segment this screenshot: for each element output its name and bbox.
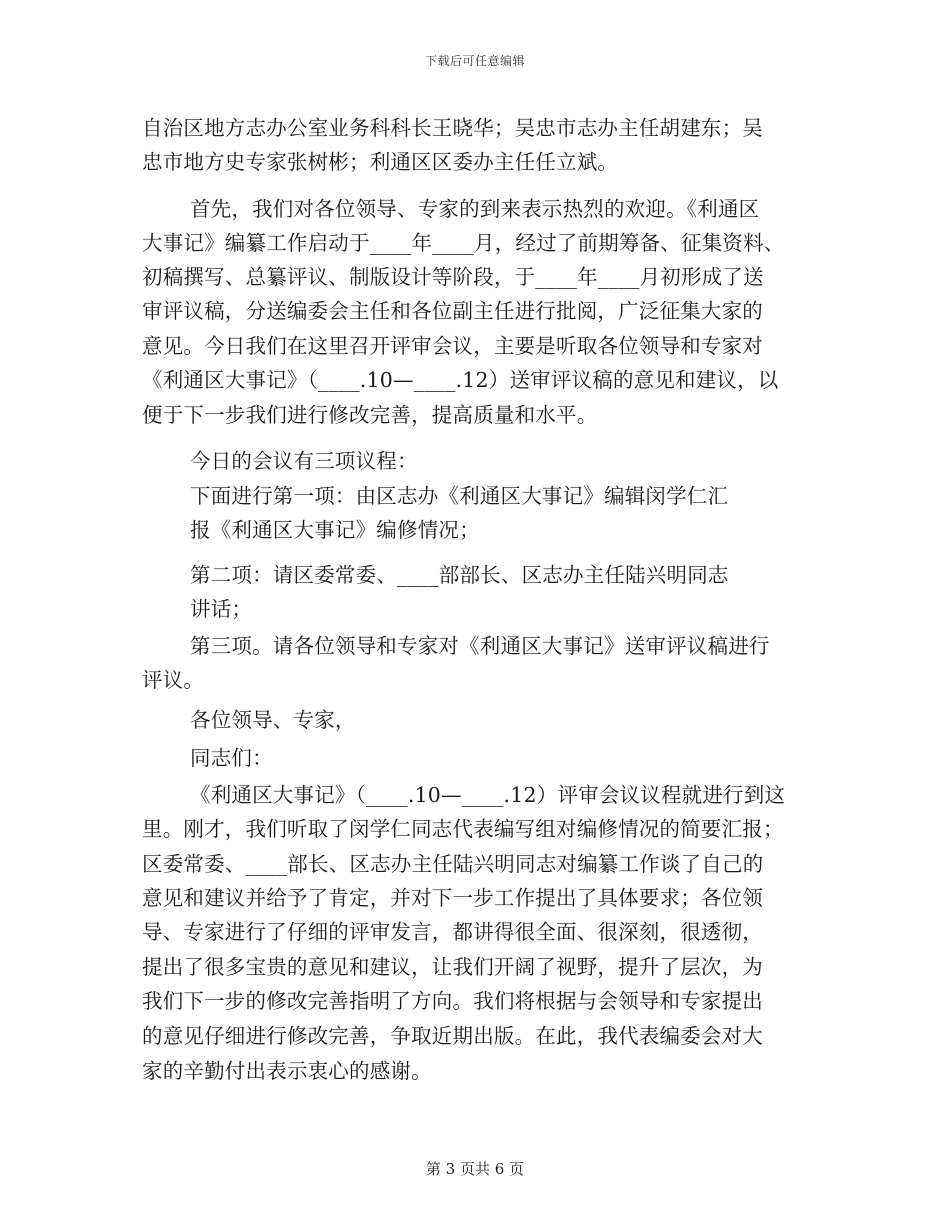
- text-line: 第二项：请区委常委、____部部长、区志办主任陆兴明同志: [190, 563, 729, 587]
- text-line: 今日的会议有三项议程：: [190, 449, 418, 473]
- text-line: 讲话；: [190, 597, 253, 621]
- text-line: 我们下一步的修改完善指明了方向。我们将根据与会领导和专家提出: [142, 989, 763, 1013]
- text-line: 各位领导、专家，: [190, 708, 356, 732]
- text-line: 下面进行第一项：由区志办《利通区大事记》编辑闵学仁汇: [190, 484, 729, 508]
- text-line: 同志们：: [190, 746, 273, 770]
- text-line: 意见。今日我们在这里召开评审会议，主要是听取各位领导和专家对: [142, 334, 763, 358]
- text-line: 的意见仔细进行修改完善，争取近期出版。在此，我代表编委会对大: [142, 1024, 763, 1048]
- text-line: 便于下一步我们进行修改完善，提高质量和水平。: [142, 403, 598, 427]
- text-line: 区委常委、____部长、区志办主任陆兴明同志对编纂工作谈了自己的: [142, 852, 764, 876]
- text-line: 首先，我们对各位领导、专家的到来表示热烈的欢迎。《利通区: [190, 197, 760, 221]
- text-line: 初稿撰写、总纂评议、制版设计等阶段，于____年____月初形成了送: [142, 265, 764, 289]
- text-line: 意见和建议并给予了肯定，并对下一步工作提出了具体要求；各位领: [142, 886, 763, 910]
- text-line: 忠市地方史专家张树彬；利通区区委办主任任立斌。: [142, 150, 619, 174]
- text-line: 家的辛勤付出表示衷心的感谢。: [142, 1059, 432, 1083]
- text-line: 提出了很多宝贵的意见和建议，让我们开阔了视野，提升了层次，为: [142, 955, 763, 979]
- text-line: 大事记》编纂工作启动于____年____月，经过了前期筹备、征集资料、: [142, 231, 785, 255]
- text-line: 导、专家进行了仔细的评审发言，都讲得很全面、很深刻，很透彻，: [142, 920, 763, 944]
- text-line: 自治区地方志办公室业务科科长王晓华；吴忠市志办主任胡建东；吴: [142, 116, 763, 140]
- text-line: 《利通区大事记》（____.10—____.12）送审评议稿的意见和建议，以: [142, 368, 779, 392]
- page-header: 下载后可任意编辑: [424, 54, 525, 68]
- text-line: 《利通区大事记》（____.10—____.12）评审会议议程就进行到这: [190, 783, 786, 807]
- page-footer: 第 3 页共 6 页: [425, 1160, 525, 1178]
- text-line: 评议。: [142, 668, 205, 692]
- text-line: 第三项。请各位领导和专家对《利通区大事记》送审评议稿进行: [190, 634, 770, 658]
- text-line: 里。刚才，我们听取了闵学仁同志代表编写组对编修情况的简要汇报；: [142, 817, 784, 841]
- text-line: 审评议稿，分送编委会主任和各位副主任进行批阅，广泛征集大家的: [142, 299, 763, 323]
- text-line: 报《利通区大事记》编修情况；: [190, 518, 480, 542]
